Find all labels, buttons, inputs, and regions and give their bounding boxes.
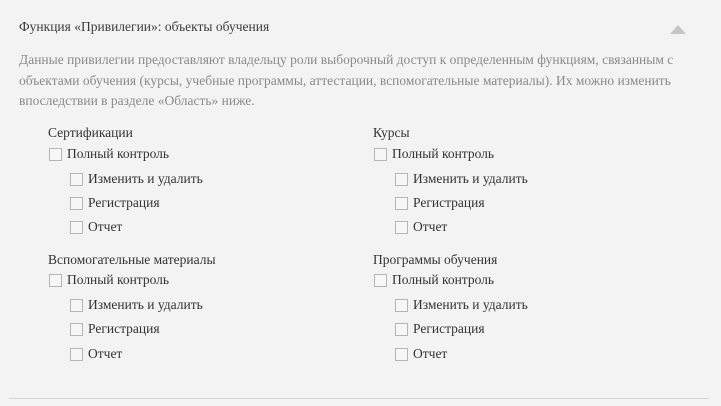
- checkbox-box[interactable]: [374, 274, 387, 287]
- checkbox-box[interactable]: [395, 323, 408, 336]
- checkbox-report[interactable]: [395, 219, 447, 235]
- checkbox-label: Полный контроль: [67, 146, 170, 161]
- checkbox-box[interactable]: [395, 173, 408, 186]
- checkbox-box[interactable]: [395, 299, 408, 312]
- checkbox-box[interactable]: [395, 348, 408, 361]
- checkbox-report[interactable]: [70, 346, 122, 362]
- checkbox-full-control[interactable]: [49, 272, 169, 288]
- checkbox-box[interactable]: [70, 299, 83, 312]
- checkbox-label: Изменить и удалить: [413, 171, 528, 186]
- triangle-up-icon: [668, 22, 688, 36]
- checkbox-registration[interactable]: [70, 321, 160, 337]
- checkbox-report[interactable]: [395, 346, 447, 362]
- group-title: Вспомогательные материалы: [48, 252, 216, 267]
- group-title: Программы обучения: [373, 252, 498, 267]
- checkbox-box[interactable]: [374, 148, 387, 161]
- checkbox-label: Полный контроль: [392, 272, 495, 287]
- checkbox-registration[interactable]: [395, 321, 485, 337]
- section-divider: [9, 398, 709, 399]
- checkbox-box[interactable]: [49, 148, 62, 161]
- checkbox-label: Изменить и удалить: [88, 297, 203, 312]
- checkbox-label: Изменить и удалить: [88, 171, 203, 186]
- checkbox-full-control[interactable]: [49, 146, 169, 162]
- checkbox-edit-delete[interactable]: [70, 297, 203, 313]
- checkbox-label: Отчет: [88, 346, 123, 361]
- collapse-button[interactable]: [668, 22, 688, 36]
- checkbox-registration[interactable]: [70, 195, 160, 211]
- checkbox-box[interactable]: [70, 348, 83, 361]
- checkbox-box[interactable]: [70, 173, 83, 186]
- checkbox-report[interactable]: [70, 219, 122, 235]
- section-title: Функция «Привилегии»: объекты обучения: [19, 19, 270, 34]
- checkbox-box[interactable]: [395, 197, 408, 210]
- checkbox-edit-delete[interactable]: [70, 171, 203, 187]
- checkbox-label: Регистрация: [88, 321, 160, 336]
- checkbox-box[interactable]: [70, 221, 83, 234]
- checkbox-label: Полный контроль: [67, 272, 170, 287]
- checkbox-label: Отчет: [413, 219, 448, 234]
- checkbox-label: Регистрация: [413, 321, 485, 336]
- checkbox-box[interactable]: [70, 323, 83, 336]
- checkbox-label: Отчет: [413, 346, 448, 361]
- checkbox-label: Отчет: [88, 219, 123, 234]
- checkbox-label: Регистрация: [413, 195, 485, 210]
- checkbox-full-control[interactable]: [374, 272, 494, 288]
- checkbox-full-control[interactable]: [374, 146, 494, 162]
- checkbox-box[interactable]: [395, 221, 408, 234]
- group-title: Сертификации: [48, 125, 133, 140]
- checkbox-box[interactable]: [49, 274, 62, 287]
- checkbox-box[interactable]: [70, 197, 83, 210]
- checkbox-edit-delete[interactable]: [395, 171, 528, 187]
- checkbox-label: Регистрация: [88, 195, 160, 210]
- checkbox-label: Полный контроль: [392, 146, 495, 161]
- group-title: Курсы: [373, 125, 410, 140]
- checkbox-registration[interactable]: [395, 195, 485, 211]
- checkbox-edit-delete[interactable]: [395, 297, 528, 313]
- checkbox-label: Изменить и удалить: [413, 297, 528, 312]
- section-description: Данные привилегии предоставляют владельцу роли выборочный доступ к определенным функциям, связанным с объектами обучения (курсы, учебные программы, аттестации, вспомогательные материалы). Их можно изменить впоследствии в разделе «Область» ниже.: [19, 52, 674, 108]
